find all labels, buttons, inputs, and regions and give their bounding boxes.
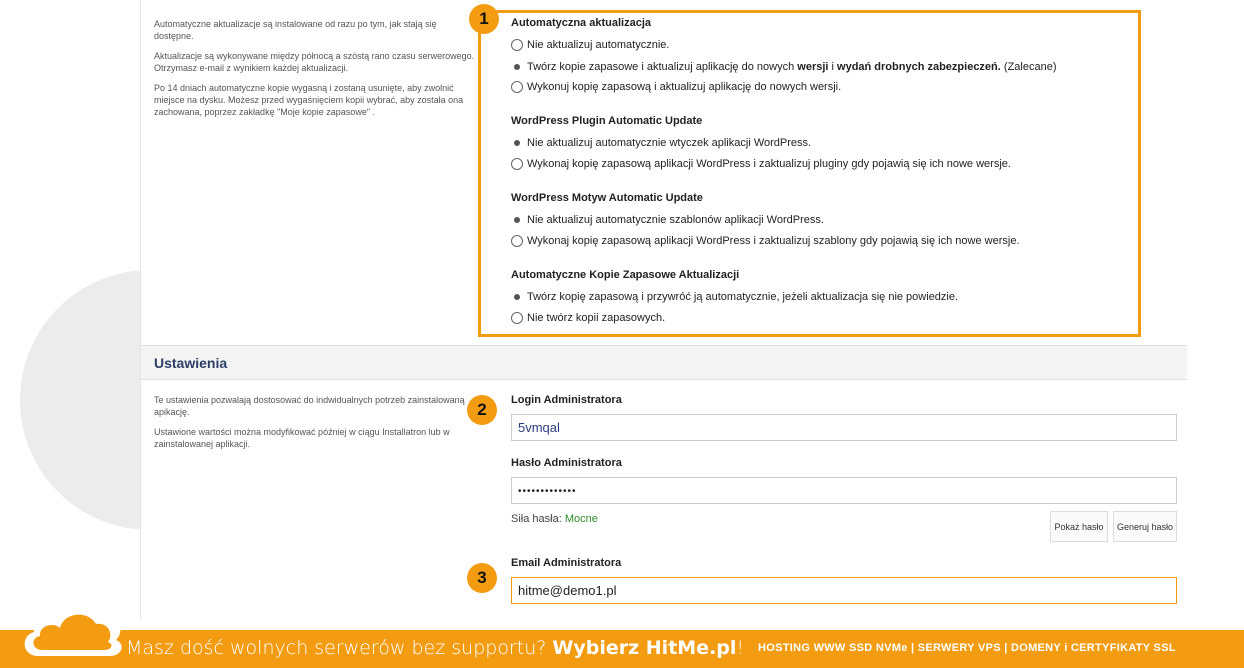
settings-section-header bbox=[141, 345, 1187, 380]
theme-update-title: WordPress Motyw Automatic Update bbox=[511, 192, 703, 204]
radio-unchecked-icon[interactable] bbox=[511, 158, 523, 170]
option-label: Wykonuj kopię zapasową i aktualizuj aplikację do nowych wersji. bbox=[527, 81, 842, 93]
theme-update-option-none[interactable] bbox=[511, 214, 824, 226]
step-badge-1: 1 bbox=[469, 4, 499, 34]
radio-unchecked-icon[interactable] bbox=[511, 312, 523, 324]
admin-login-label: Login Administratora bbox=[511, 394, 622, 406]
description-text: Po 14 dniach automatyczne kopie wygasną i zostaną usunięte, aby zwolnić miejsce na dysku. Możesz przed wygaśnięciem kopii wybrać, aby została ona zachowana, poprzez zakładkę "Moje kopie zapasowe" . bbox=[154, 83, 464, 117]
auto-update-description bbox=[154, 18, 476, 126]
option-label: Twórz kopie zapasowe i aktualizuj aplikację do nowych wersji i wydań drobnych zabezpieczeń. (Zalecane) bbox=[527, 61, 1057, 73]
settings-description bbox=[154, 394, 484, 458]
option-label: Nie aktualizuj automatycznie szablonów aplikacji WordPress. bbox=[527, 214, 824, 226]
plugin-update-option-update[interactable] bbox=[511, 158, 1011, 170]
cloud-logo-icon bbox=[18, 592, 128, 662]
plugin-update-title: WordPress Plugin Automatic Update bbox=[511, 115, 703, 127]
backup-update-option-none[interactable] bbox=[511, 312, 665, 324]
option-label: Nie twórz kopii zapasowych. bbox=[527, 312, 666, 324]
option-label: Wykonaj kopię zapasową aplikacji WordPress i zaktualizuj pluginy gdy pojawią się ich nowe wersje. bbox=[527, 158, 1011, 170]
footer-brand-link[interactable]: Wybierz HitMe.pl bbox=[552, 637, 737, 659]
radio-unchecked-icon[interactable] bbox=[511, 81, 523, 93]
column-divider bbox=[140, 0, 141, 620]
password-strength: Siła hasła: Mocne bbox=[511, 513, 598, 525]
password-strength-value: Mocne bbox=[564, 513, 598, 525]
admin-email-label: Email Administratora bbox=[511, 557, 622, 569]
option-label: Nie aktualizuj automatycznie wtyczek aplikacji WordPress. bbox=[527, 137, 812, 149]
admin-password-input[interactable]: ••••••••••••• bbox=[511, 477, 1177, 504]
description-text: Aktualizacje są wykonywane między północą a szóstą rano czasu serwerowego. Otrzymasz e-mail z wynikiem każdej aktualizacji. bbox=[154, 51, 475, 73]
option-label: Twórz kopię zapasową i przywróć ją automatycznie, jeżeli aktualizacja się nie powiedzie. bbox=[527, 291, 959, 303]
radio-checked-icon[interactable] bbox=[511, 61, 523, 73]
step-badge-3: 3 bbox=[467, 563, 497, 593]
option-label: Wykonaj kopię zapasową aplikacji WordPress i zaktualizuj szablony gdy pojawią się ich nowe wersje. bbox=[527, 235, 1020, 247]
footer-services: HOSTING WWW SSD NVMe | SERWERY VPS | DOMENY i CERTYFIKATY SSL bbox=[758, 642, 1176, 654]
radio-unchecked-icon[interactable] bbox=[511, 39, 523, 51]
footer-slogan: Masz dość wolnych serwerów bez supportu? Wybierz HitMe.pl! bbox=[126, 637, 745, 659]
auto-update-title: Automatyczna aktualizacja bbox=[511, 17, 651, 29]
show-password-button[interactable]: Pokaż hasło bbox=[1050, 511, 1108, 542]
admin-email-input[interactable]: hitme@demo1.pl bbox=[511, 577, 1177, 604]
step-badge-2: 2 bbox=[467, 395, 497, 425]
auto-update-highlight-box bbox=[478, 10, 1141, 337]
admin-password-label: Hasło Administratora bbox=[511, 457, 622, 469]
radio-unchecked-icon[interactable] bbox=[511, 235, 523, 247]
radio-checked-icon[interactable] bbox=[511, 137, 523, 149]
generate-password-button[interactable]: Generuj hasło bbox=[1113, 511, 1177, 542]
settings-title: Ustawienia bbox=[154, 355, 228, 371]
radio-checked-icon[interactable] bbox=[511, 214, 523, 226]
auto-update-option-versions[interactable] bbox=[511, 81, 841, 93]
backup-update-option-restore[interactable] bbox=[511, 291, 958, 303]
option-label: Nie aktualizuj automatycznie. bbox=[527, 39, 670, 51]
theme-update-option-update[interactable] bbox=[511, 235, 1020, 247]
description-text: Te ustawienia pozwalają dostosować do indwidualnych potrzeb zainstalowaną apikację. bbox=[154, 395, 465, 417]
description-text: Automatyczne aktualizacje są instalowane od razu po tym, jak stają się dostępne. bbox=[154, 19, 437, 41]
admin-login-input[interactable]: 5vmqal bbox=[511, 414, 1177, 441]
auto-update-option-none[interactable] bbox=[511, 39, 669, 51]
description-text: Ustawione wartości można modyfikować później w ciągu Installatron lub w zainstalowanej aplikacji. bbox=[154, 427, 450, 449]
auto-update-option-recommended[interactable] bbox=[511, 61, 1056, 73]
plugin-update-option-none[interactable] bbox=[511, 137, 811, 149]
backup-update-title: Automatyczne Kopie Zapasowe Aktualizacji bbox=[511, 269, 740, 281]
radio-checked-icon[interactable] bbox=[511, 291, 523, 303]
